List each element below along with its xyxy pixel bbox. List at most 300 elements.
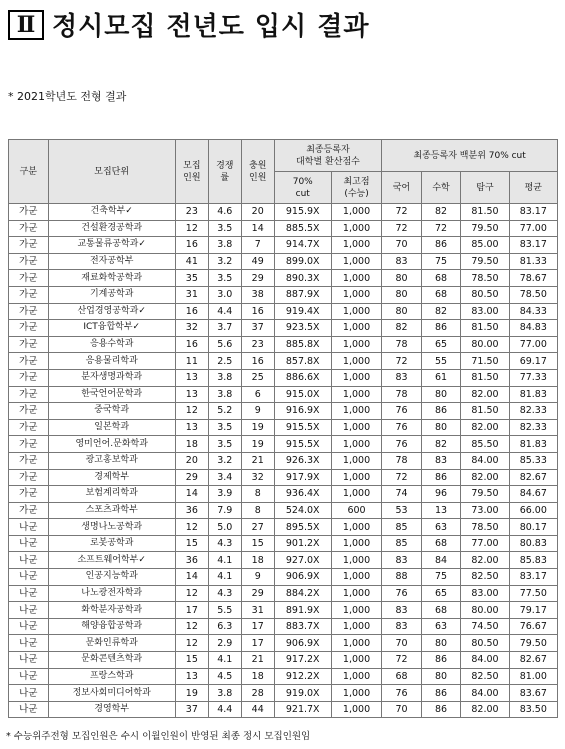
cell-korean: 80 — [382, 286, 422, 303]
cell-math: 84 — [421, 552, 461, 569]
cell-unit: 화학분자공학과 — [48, 602, 175, 619]
section-subtitle: * 2021학년도 전형 결과 — [8, 90, 127, 103]
cell-ratio: 6.3 — [208, 618, 241, 635]
cell-inquiry: 84.00 — [461, 452, 509, 469]
cell-quota: 12 — [175, 585, 208, 602]
cell-group: 나군 — [9, 569, 49, 586]
cell-math: 83 — [421, 452, 461, 469]
cell-ratio: 3.5 — [208, 419, 241, 436]
cell-max: 1,000 — [331, 635, 382, 652]
cell-inquiry: 83.00 — [461, 303, 509, 320]
cell-ratio: 3.0 — [208, 286, 241, 303]
cell-additional: 28 — [241, 685, 274, 702]
cell-korean: 78 — [382, 386, 422, 403]
cell-math: 86 — [421, 403, 461, 420]
header-cut70 — [274, 172, 331, 204]
cell-max: 1,000 — [331, 618, 382, 635]
cell-average: 81.33 — [509, 253, 557, 270]
cell-unit: 분자생명과학과 — [48, 369, 175, 386]
header-korean: 국어 — [382, 172, 422, 204]
cell-unit: 중국학과 — [48, 403, 175, 420]
cell-group: 가군 — [9, 369, 49, 386]
cell-cut70: 883.7X — [274, 618, 331, 635]
cell-cut70: 917.9X — [274, 469, 331, 486]
cell-unit: 한국언어문학과 — [48, 386, 175, 403]
cell-max: 1,000 — [331, 602, 382, 619]
cell-cut70: 884.2X — [274, 585, 331, 602]
cell-unit: 교통물류공학과✓ — [48, 237, 175, 254]
cell-ratio: 5.6 — [208, 336, 241, 353]
table-row — [9, 436, 558, 453]
table-row — [9, 618, 558, 635]
cell-additional: 37 — [241, 320, 274, 337]
cell-group: 나군 — [9, 652, 49, 669]
table-row — [9, 320, 558, 337]
cell-additional: 19 — [241, 436, 274, 453]
cell-ratio: 3.5 — [208, 270, 241, 287]
cell-max: 1,000 — [331, 369, 382, 386]
cell-additional: 20 — [241, 204, 274, 221]
cell-average: 80.83 — [509, 535, 557, 552]
cell-group: 가군 — [9, 253, 49, 270]
cell-unit: 광고홍보학과 — [48, 452, 175, 469]
cell-math: 55 — [421, 353, 461, 370]
cell-korean: 83 — [382, 369, 422, 386]
cell-cut70: 919.0X — [274, 685, 331, 702]
cell-average: 81.00 — [509, 668, 557, 685]
table-row — [9, 701, 558, 718]
cell-group: 나군 — [9, 701, 49, 718]
cell-unit: 프랑스학과 — [48, 668, 175, 685]
cell-average: 85.33 — [509, 452, 557, 469]
cell-inquiry: 81.50 — [461, 320, 509, 337]
cell-cut70: 915.5X — [274, 419, 331, 436]
cell-inquiry: 80.50 — [461, 286, 509, 303]
header-group: 구분 — [9, 140, 49, 204]
cell-quota: 12 — [175, 220, 208, 237]
cell-inquiry: 79.50 — [461, 220, 509, 237]
cell-group: 나군 — [9, 602, 49, 619]
header-quota — [175, 140, 208, 204]
cell-korean: 72 — [382, 469, 422, 486]
cell-inquiry: 82.00 — [461, 386, 509, 403]
cell-cut70: 886.6X — [274, 369, 331, 386]
cell-average: 79.17 — [509, 602, 557, 619]
cell-inquiry: 74.50 — [461, 618, 509, 635]
cell-korean: 70 — [382, 701, 422, 718]
cell-average: 69.17 — [509, 353, 557, 370]
cell-ratio: 4.4 — [208, 701, 241, 718]
cell-quota: 11 — [175, 353, 208, 370]
cell-unit: 기계공학과 — [48, 286, 175, 303]
cell-ratio: 4.4 — [208, 303, 241, 320]
cell-average: 84.67 — [509, 486, 557, 503]
cell-group: 가군 — [9, 303, 49, 320]
cell-cut70: 917.2X — [274, 652, 331, 669]
cell-math: 68 — [421, 535, 461, 552]
cell-additional: 16 — [241, 303, 274, 320]
cell-korean: 85 — [382, 535, 422, 552]
cell-max: 1,000 — [331, 552, 382, 569]
cell-additional: 31 — [241, 602, 274, 619]
cell-unit: 경영학부 — [48, 701, 175, 718]
cell-additional: 27 — [241, 519, 274, 536]
cell-max: 600 — [331, 502, 382, 519]
cell-inquiry: 81.50 — [461, 369, 509, 386]
cell-math: 63 — [421, 519, 461, 536]
cell-max: 1,000 — [331, 685, 382, 702]
cell-math: 86 — [421, 469, 461, 486]
cell-average: 78.67 — [509, 270, 557, 287]
cell-cut70: 901.2X — [274, 535, 331, 552]
cell-math: 82 — [421, 436, 461, 453]
cell-quota: 35 — [175, 270, 208, 287]
cell-unit: 정보사회미디어학과 — [48, 685, 175, 702]
cell-unit: 산업경영공학과✓ — [48, 303, 175, 320]
cell-quota: 12 — [175, 403, 208, 420]
cell-math: 72 — [421, 220, 461, 237]
cell-math: 86 — [421, 701, 461, 718]
cell-math: 75 — [421, 253, 461, 270]
table-row — [9, 419, 558, 436]
cell-quota: 31 — [175, 286, 208, 303]
cell-inquiry: 85.50 — [461, 436, 509, 453]
table-body — [9, 204, 558, 718]
cell-ratio: 4.3 — [208, 585, 241, 602]
cell-average: 81.83 — [509, 436, 557, 453]
cell-unit: 인공지능학과 — [48, 569, 175, 586]
cell-ratio: 4.6 — [208, 204, 241, 221]
cell-math: 82 — [421, 303, 461, 320]
cell-additional: 29 — [241, 270, 274, 287]
cell-ratio: 5.2 — [208, 403, 241, 420]
admission-results-table — [8, 139, 558, 718]
cell-math: 75 — [421, 569, 461, 586]
table-row — [9, 652, 558, 669]
cell-math: 80 — [421, 668, 461, 685]
cell-ratio: 3.8 — [208, 685, 241, 702]
header-cut70-text: 70% cut — [292, 176, 313, 199]
header-inquiry: 탐구 — [461, 172, 509, 204]
cell-cut70: 906.9X — [274, 635, 331, 652]
cell-max: 1,000 — [331, 585, 382, 602]
cell-additional: 15 — [241, 535, 274, 552]
cell-cut70: 926.3X — [274, 452, 331, 469]
cell-group: 가군 — [9, 436, 49, 453]
cell-quota: 14 — [175, 569, 208, 586]
cell-ratio: 4.1 — [208, 552, 241, 569]
cell-quota: 16 — [175, 303, 208, 320]
cell-math: 86 — [421, 652, 461, 669]
header-additional — [241, 140, 274, 204]
cell-cut70: 921.7X — [274, 701, 331, 718]
cell-cut70: 916.9X — [274, 403, 331, 420]
cell-average: 76.67 — [509, 618, 557, 635]
cell-unit: 건설환경공학과 — [48, 220, 175, 237]
cell-group: 가군 — [9, 320, 49, 337]
cell-unit: 스포츠과학부 — [48, 502, 175, 519]
cell-cut70: 915.9X — [274, 204, 331, 221]
cell-inquiry: 84.00 — [461, 652, 509, 669]
cell-unit: 보험계리학과 — [48, 486, 175, 503]
cell-quota: 29 — [175, 469, 208, 486]
header-max — [331, 172, 382, 204]
cell-group: 나군 — [9, 618, 49, 635]
cell-group: 가군 — [9, 286, 49, 303]
cell-ratio: 2.5 — [208, 353, 241, 370]
table-row — [9, 685, 558, 702]
cell-max: 1,000 — [331, 286, 382, 303]
cell-max: 1,000 — [331, 303, 382, 320]
cell-average: 82.33 — [509, 403, 557, 420]
cell-korean: 76 — [382, 403, 422, 420]
cell-unit: 일본학과 — [48, 419, 175, 436]
cell-max: 1,000 — [331, 220, 382, 237]
cell-quota: 41 — [175, 253, 208, 270]
cell-average: 83.17 — [509, 204, 557, 221]
cell-unit: 경제학부 — [48, 469, 175, 486]
cell-additional: 17 — [241, 635, 274, 652]
cell-ratio: 3.8 — [208, 237, 241, 254]
cell-ratio: 5.0 — [208, 519, 241, 536]
cell-inquiry: 82.50 — [461, 569, 509, 586]
cell-cut70: 885.5X — [274, 220, 331, 237]
cell-ratio: 4.1 — [208, 652, 241, 669]
cell-ratio: 3.8 — [208, 369, 241, 386]
cell-korean: 76 — [382, 685, 422, 702]
cell-group: 가군 — [9, 486, 49, 503]
table-row — [9, 469, 558, 486]
cell-inquiry: 77.00 — [461, 535, 509, 552]
cell-group: 가군 — [9, 419, 49, 436]
header-percentile: 최종등록자 백분위 70% cut — [382, 140, 558, 172]
cell-math: 65 — [421, 585, 461, 602]
cell-group: 가군 — [9, 204, 49, 221]
cell-cut70: 885.8X — [274, 336, 331, 353]
cell-inquiry: 84.00 — [461, 685, 509, 702]
cell-quota: 37 — [175, 701, 208, 718]
cell-unit: 나노광전자학과 — [48, 585, 175, 602]
cell-korean: 53 — [382, 502, 422, 519]
cell-cut70: 899.0X — [274, 253, 331, 270]
cell-inquiry: 80.00 — [461, 336, 509, 353]
cell-average: 77.50 — [509, 585, 557, 602]
section-number-box: Ⅱ — [8, 10, 44, 40]
cell-math: 80 — [421, 419, 461, 436]
cell-max: 1,000 — [331, 652, 382, 669]
cell-additional: 6 — [241, 386, 274, 403]
cell-inquiry: 80.50 — [461, 635, 509, 652]
table-row — [9, 668, 558, 685]
table-row — [9, 535, 558, 552]
cell-max: 1,000 — [331, 204, 382, 221]
cell-korean: 78 — [382, 336, 422, 353]
cell-average: 81.83 — [509, 386, 557, 403]
cell-unit: 문화인류학과 — [48, 635, 175, 652]
cell-max: 1,000 — [331, 452, 382, 469]
cell-inquiry: 81.50 — [461, 403, 509, 420]
cell-additional: 9 — [241, 569, 274, 586]
cell-average: 83.17 — [509, 237, 557, 254]
cell-quota: 23 — [175, 204, 208, 221]
cell-average: 77.00 — [509, 336, 557, 353]
cell-average: 84.33 — [509, 303, 557, 320]
cell-cut70: 890.3X — [274, 270, 331, 287]
cell-inquiry: 79.50 — [461, 486, 509, 503]
cell-ratio: 3.7 — [208, 320, 241, 337]
cell-ratio: 4.3 — [208, 535, 241, 552]
cell-korean: 83 — [382, 618, 422, 635]
cell-ratio: 4.1 — [208, 569, 241, 586]
cell-math: 96 — [421, 486, 461, 503]
cell-korean: 76 — [382, 585, 422, 602]
cell-unit: 로봇공학과 — [48, 535, 175, 552]
cell-inquiry: 82.00 — [461, 469, 509, 486]
cell-group: 가군 — [9, 502, 49, 519]
cell-cut70: 936.4X — [274, 486, 331, 503]
cell-korean: 70 — [382, 237, 422, 254]
page-title: 정시모집 전년도 입시 결과 — [52, 12, 370, 42]
table-row — [9, 602, 558, 619]
cell-inquiry: 73.00 — [461, 502, 509, 519]
table-row — [9, 635, 558, 652]
cell-max: 1,000 — [331, 535, 382, 552]
table-row — [9, 486, 558, 503]
cell-korean: 74 — [382, 486, 422, 503]
cell-group: 가군 — [9, 452, 49, 469]
header-average: 평균 — [509, 172, 557, 204]
cell-ratio: 3.2 — [208, 452, 241, 469]
cell-additional: 16 — [241, 353, 274, 370]
cell-quota: 12 — [175, 635, 208, 652]
cell-korean: 80 — [382, 303, 422, 320]
cell-cut70: 927.0X — [274, 552, 331, 569]
cell-ratio: 3.4 — [208, 469, 241, 486]
cell-additional: 8 — [241, 486, 274, 503]
cell-unit: 생명나노공학과 — [48, 519, 175, 536]
cell-cut70: 524.0X — [274, 502, 331, 519]
cell-quota: 32 — [175, 320, 208, 337]
table-row — [9, 303, 558, 320]
cell-average: 83.17 — [509, 569, 557, 586]
cell-max: 1,000 — [331, 237, 382, 254]
cell-quota: 19 — [175, 685, 208, 702]
cell-math: 86 — [421, 685, 461, 702]
cell-max: 1,000 — [331, 701, 382, 718]
cell-quota: 20 — [175, 452, 208, 469]
cell-korean: 83 — [382, 552, 422, 569]
cell-quota: 12 — [175, 519, 208, 536]
table-row — [9, 204, 558, 221]
table-row — [9, 369, 558, 386]
cell-ratio: 4.5 — [208, 668, 241, 685]
cell-quota: 12 — [175, 618, 208, 635]
cell-inquiry: 78.50 — [461, 519, 509, 536]
cell-math: 80 — [421, 386, 461, 403]
cell-max: 1,000 — [331, 253, 382, 270]
cell-average: 83.50 — [509, 701, 557, 718]
header-max-text: 최고점 (수능) — [343, 176, 370, 199]
cell-korean: 83 — [382, 602, 422, 619]
table-row — [9, 220, 558, 237]
cell-group: 나군 — [9, 519, 49, 536]
cell-korean: 80 — [382, 270, 422, 287]
cell-math: 86 — [421, 237, 461, 254]
cell-ratio: 3.8 — [208, 386, 241, 403]
cell-group: 가군 — [9, 220, 49, 237]
cell-additional: 32 — [241, 469, 274, 486]
cell-math: 68 — [421, 270, 461, 287]
cell-max: 1,000 — [331, 320, 382, 337]
cell-additional: 18 — [241, 668, 274, 685]
cell-average: 77.33 — [509, 369, 557, 386]
cell-ratio: 2.9 — [208, 635, 241, 652]
cell-max: 1,000 — [331, 270, 382, 287]
table-row — [9, 286, 558, 303]
cell-ratio: 3.9 — [208, 486, 241, 503]
header-additional-text: 충원 인원 — [249, 160, 267, 183]
cell-korean: 85 — [382, 519, 422, 536]
header-unit: 모집단위 — [48, 140, 175, 204]
table-row — [9, 237, 558, 254]
cell-unit: 영미언어.문화학과 — [48, 436, 175, 453]
cell-unit: 전자공학부 — [48, 253, 175, 270]
cell-cut70: 891.9X — [274, 602, 331, 619]
table-row — [9, 253, 558, 270]
cell-cut70: 923.5X — [274, 320, 331, 337]
cell-max: 1,000 — [331, 336, 382, 353]
cell-korean: 72 — [382, 204, 422, 221]
cell-unit: 재료화학공학과 — [48, 270, 175, 287]
cell-korean: 88 — [382, 569, 422, 586]
cell-additional: 8 — [241, 502, 274, 519]
cell-math: 13 — [421, 502, 461, 519]
cell-korean: 82 — [382, 320, 422, 337]
cell-korean: 72 — [382, 353, 422, 370]
cell-additional: 21 — [241, 452, 274, 469]
cell-inquiry: 82.00 — [461, 701, 509, 718]
cell-quota: 36 — [175, 552, 208, 569]
cell-quota: 13 — [175, 419, 208, 436]
cell-inquiry: 81.50 — [461, 204, 509, 221]
cell-group: 나군 — [9, 685, 49, 702]
cell-additional: 29 — [241, 585, 274, 602]
page-header — [8, 6, 369, 43]
cell-average: 82.67 — [509, 469, 557, 486]
cell-additional: 49 — [241, 253, 274, 270]
table-row — [9, 585, 558, 602]
cell-inquiry: 71.50 — [461, 353, 509, 370]
cell-average: 83.67 — [509, 685, 557, 702]
cell-math: 80 — [421, 635, 461, 652]
cell-unit: 문화콘텐츠학과 — [48, 652, 175, 669]
cell-math: 65 — [421, 336, 461, 353]
header-converted — [274, 140, 382, 172]
cell-quota: 16 — [175, 237, 208, 254]
cell-additional: 7 — [241, 237, 274, 254]
cell-ratio: 3.2 — [208, 253, 241, 270]
cell-cut70: 906.9X — [274, 569, 331, 586]
cell-cut70: 895.5X — [274, 519, 331, 536]
cell-unit: 해양융합공학과 — [48, 618, 175, 635]
cell-max: 1,000 — [331, 353, 382, 370]
cell-average: 79.50 — [509, 635, 557, 652]
cell-quota: 15 — [175, 652, 208, 669]
table-row — [9, 519, 558, 536]
cell-korean: 72 — [382, 652, 422, 669]
cell-group: 가군 — [9, 237, 49, 254]
cell-quota: 17 — [175, 602, 208, 619]
